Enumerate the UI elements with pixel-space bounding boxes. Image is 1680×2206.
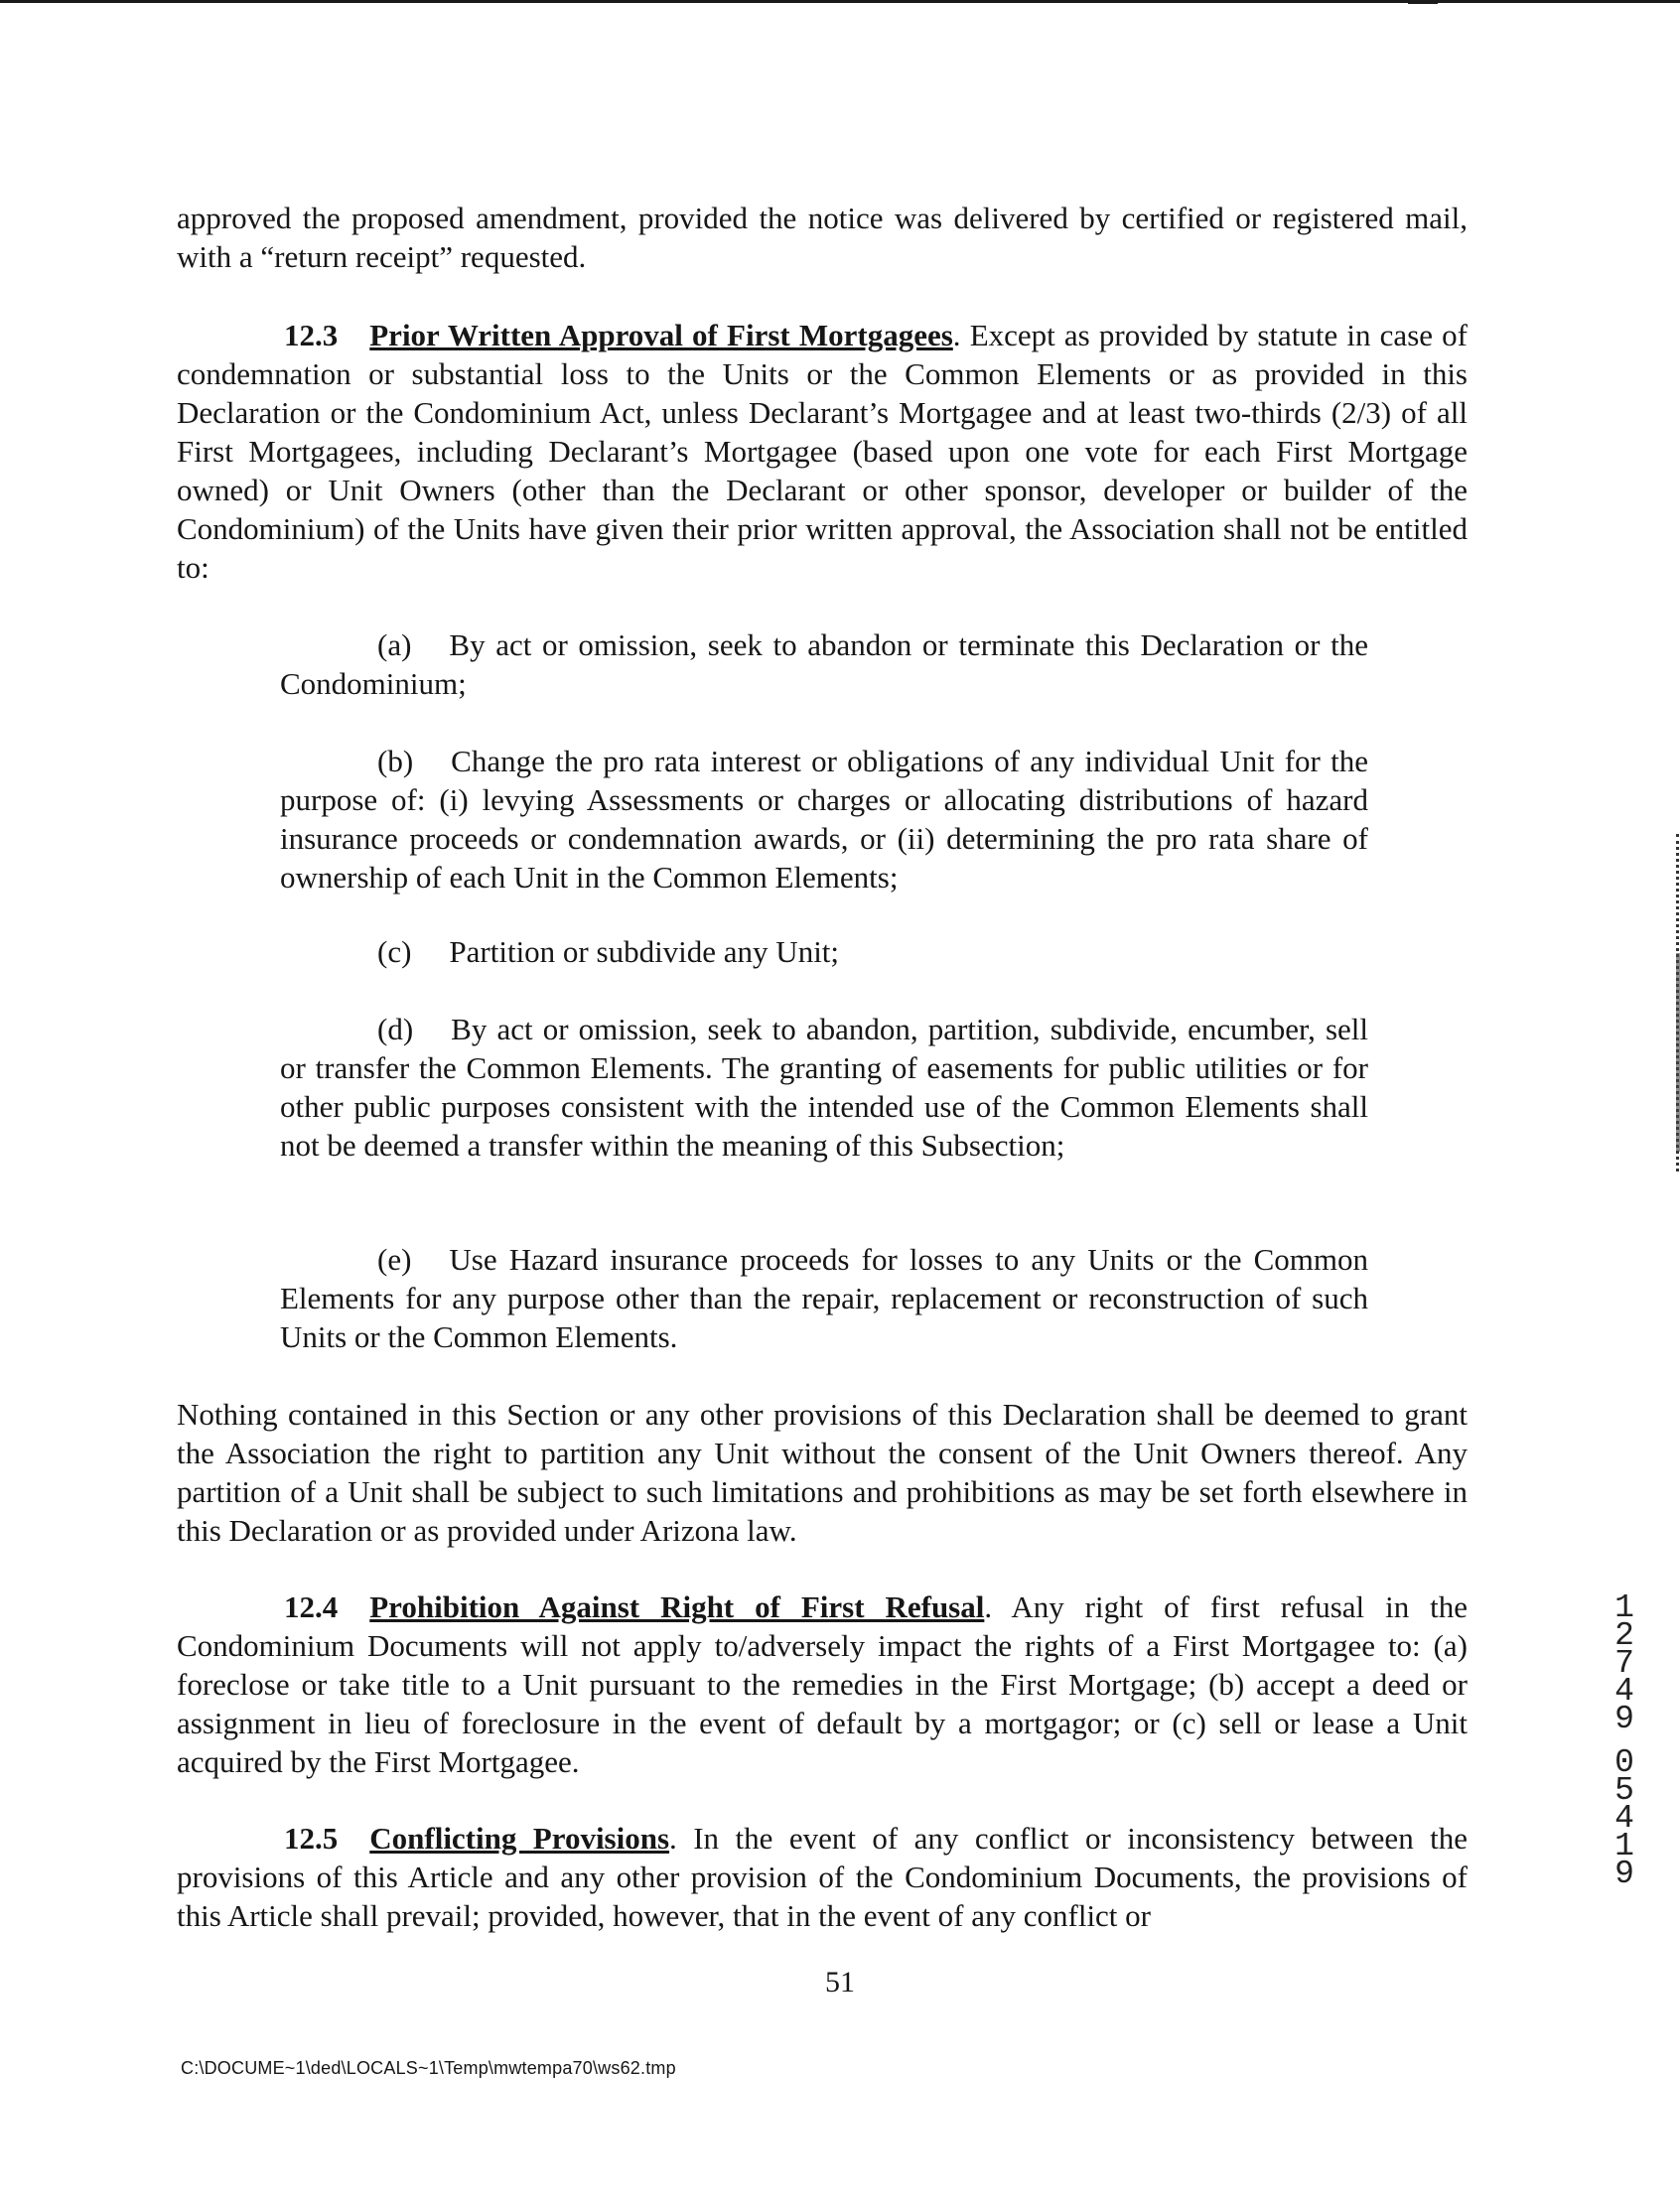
stamp-digit: 2 [1614,1617,1634,1654]
scan-mark [1408,0,1438,4]
stamp-digit: 9 [1614,1701,1634,1737]
stamp-digit: 4 [1614,1673,1634,1710]
list-item [280,1240,1368,1356]
list-item [280,625,1368,703]
list-label: (e) [377,1242,412,1277]
section-heading: Prohibition Against Right of First Refusal [369,1589,985,1624]
section-12-5-paragraph [177,1819,1468,1935]
list-text: Change the pro rata interest or obligations of any individual Unit for the purpose of: (i) levying Assessments or charges or allocating distributions of hazard insurance proceeds or condemnation awards, or (ii) determining the pro rata share of ownership of each Unit in the Common Elements; [280,744,1368,895]
stamp-digit: 1 [1614,1589,1634,1626]
scan-edge-mark [1676,953,1680,1152]
section-number: 12.5 [284,1821,339,1856]
stamp-digit: 1 [1614,1828,1634,1864]
footer-file-path: C:\DOCUME~1\ded\LOCALS~1\Temp\mwtempa70\ws62.tmp [181,2058,676,2078]
closing-paragraph: Nothing contained in this Section or any other provisions of this Declaration shall be deemed to grant the Association the right to partition any Unit without the consent of the Unit Owners thereof. Any partition of a Unit shall be subject to such limitations and prohibitions as may be set forth elsewhere in this Declaration or as provided under Arizona law. [177,1397,1468,1548]
list-item [280,1010,1368,1165]
section-12-3-paragraph [177,316,1468,587]
list-text: Use Hazard insurance proceeds for losses to any Units or the Common Elements for any purpose other than the repair, replacement or reconstruction of such Units or the Common Elements. [280,1242,1368,1354]
stamp-digit: 9 [1614,1856,1634,1892]
section-body: . Except as provided by statute in case of condemnation or substantial loss to the Units or the Common Elements or as provided in this Declaration or the Condominium Act, unless Declarant’s Mortgagee and at least two-thirds (2/3) of all First Mortgagees, including Declarant’s Mortgagee (based upon one vote for each First Mortgage owned) or Unit Owners (other than the Declarant or other sponsor, developer or builder of the Condominium) of the Units have given their prior written approval, the Association shall not be entitled to: [177,318,1468,585]
recording-stamp-line-2 [1607,1744,1642,1892]
list-text: By act or omission, seek to abandon, partition, subdivide, encumber, sell or transfer the Common Elements. The granting of easements for public utilities or for other public purposes consistent with the intended use of the Common Elements shall not be deemed a transfer within the meaning of this Subsection; [280,1012,1368,1163]
stamp-digit: 0 [1614,1744,1634,1781]
section-heading: Prior Written Approval of First Mortgagees [369,318,953,352]
scan-mark [1468,0,1483,3]
stamp-digit: 4 [1614,1800,1634,1837]
recording-stamp-line-1 [1607,1589,1642,1737]
section-12-4-paragraph [177,1587,1468,1781]
stamp-digit: 7 [1614,1645,1634,1682]
list-label: (b) [377,744,414,778]
list-label: (c) [377,934,412,969]
section-number: 12.4 [284,1589,339,1624]
section-number: 12.3 [284,318,339,352]
section-heading: Conflicting Provisions [369,1821,670,1856]
stamp-digit: 5 [1614,1772,1634,1809]
list-text: By act or omission, seek to abandon or terminate this Declaration or the Condominium; [280,627,1368,701]
section-body: . In the event of any conflict or inconsistency between the provisions of this Article and any other provision of the Condominium Documents, the provisions of this Article shall prevail; provided, however, that in the event of any conflict or [177,1821,1469,1933]
list-item [280,932,1368,971]
list-label: (a) [377,627,412,662]
list-label: (d) [377,1012,414,1046]
list-item [280,742,1368,896]
section-body: . Any right of first refusal in the Condominium Documents will not apply to/adversely impact the rights of a First Mortgagee to: (a) foreclose or take title to a Unit pursuant to the remedies in the First Mortgage; (b) accept a deed or assignment in lieu of foreclosure in the event of default by a mortgagor; or (c) sell or lease a Unit acquired by the First Mortgagee. [177,1589,1469,1779]
continuation-paragraph: approved the proposed amendment, provided the notice was delivered by certified or registered mail, with a “return receipt” requested. [177,201,1468,274]
page-number: 51 [825,1966,855,1999]
list-text: Partition or subdivide any Unit; [449,934,840,969]
